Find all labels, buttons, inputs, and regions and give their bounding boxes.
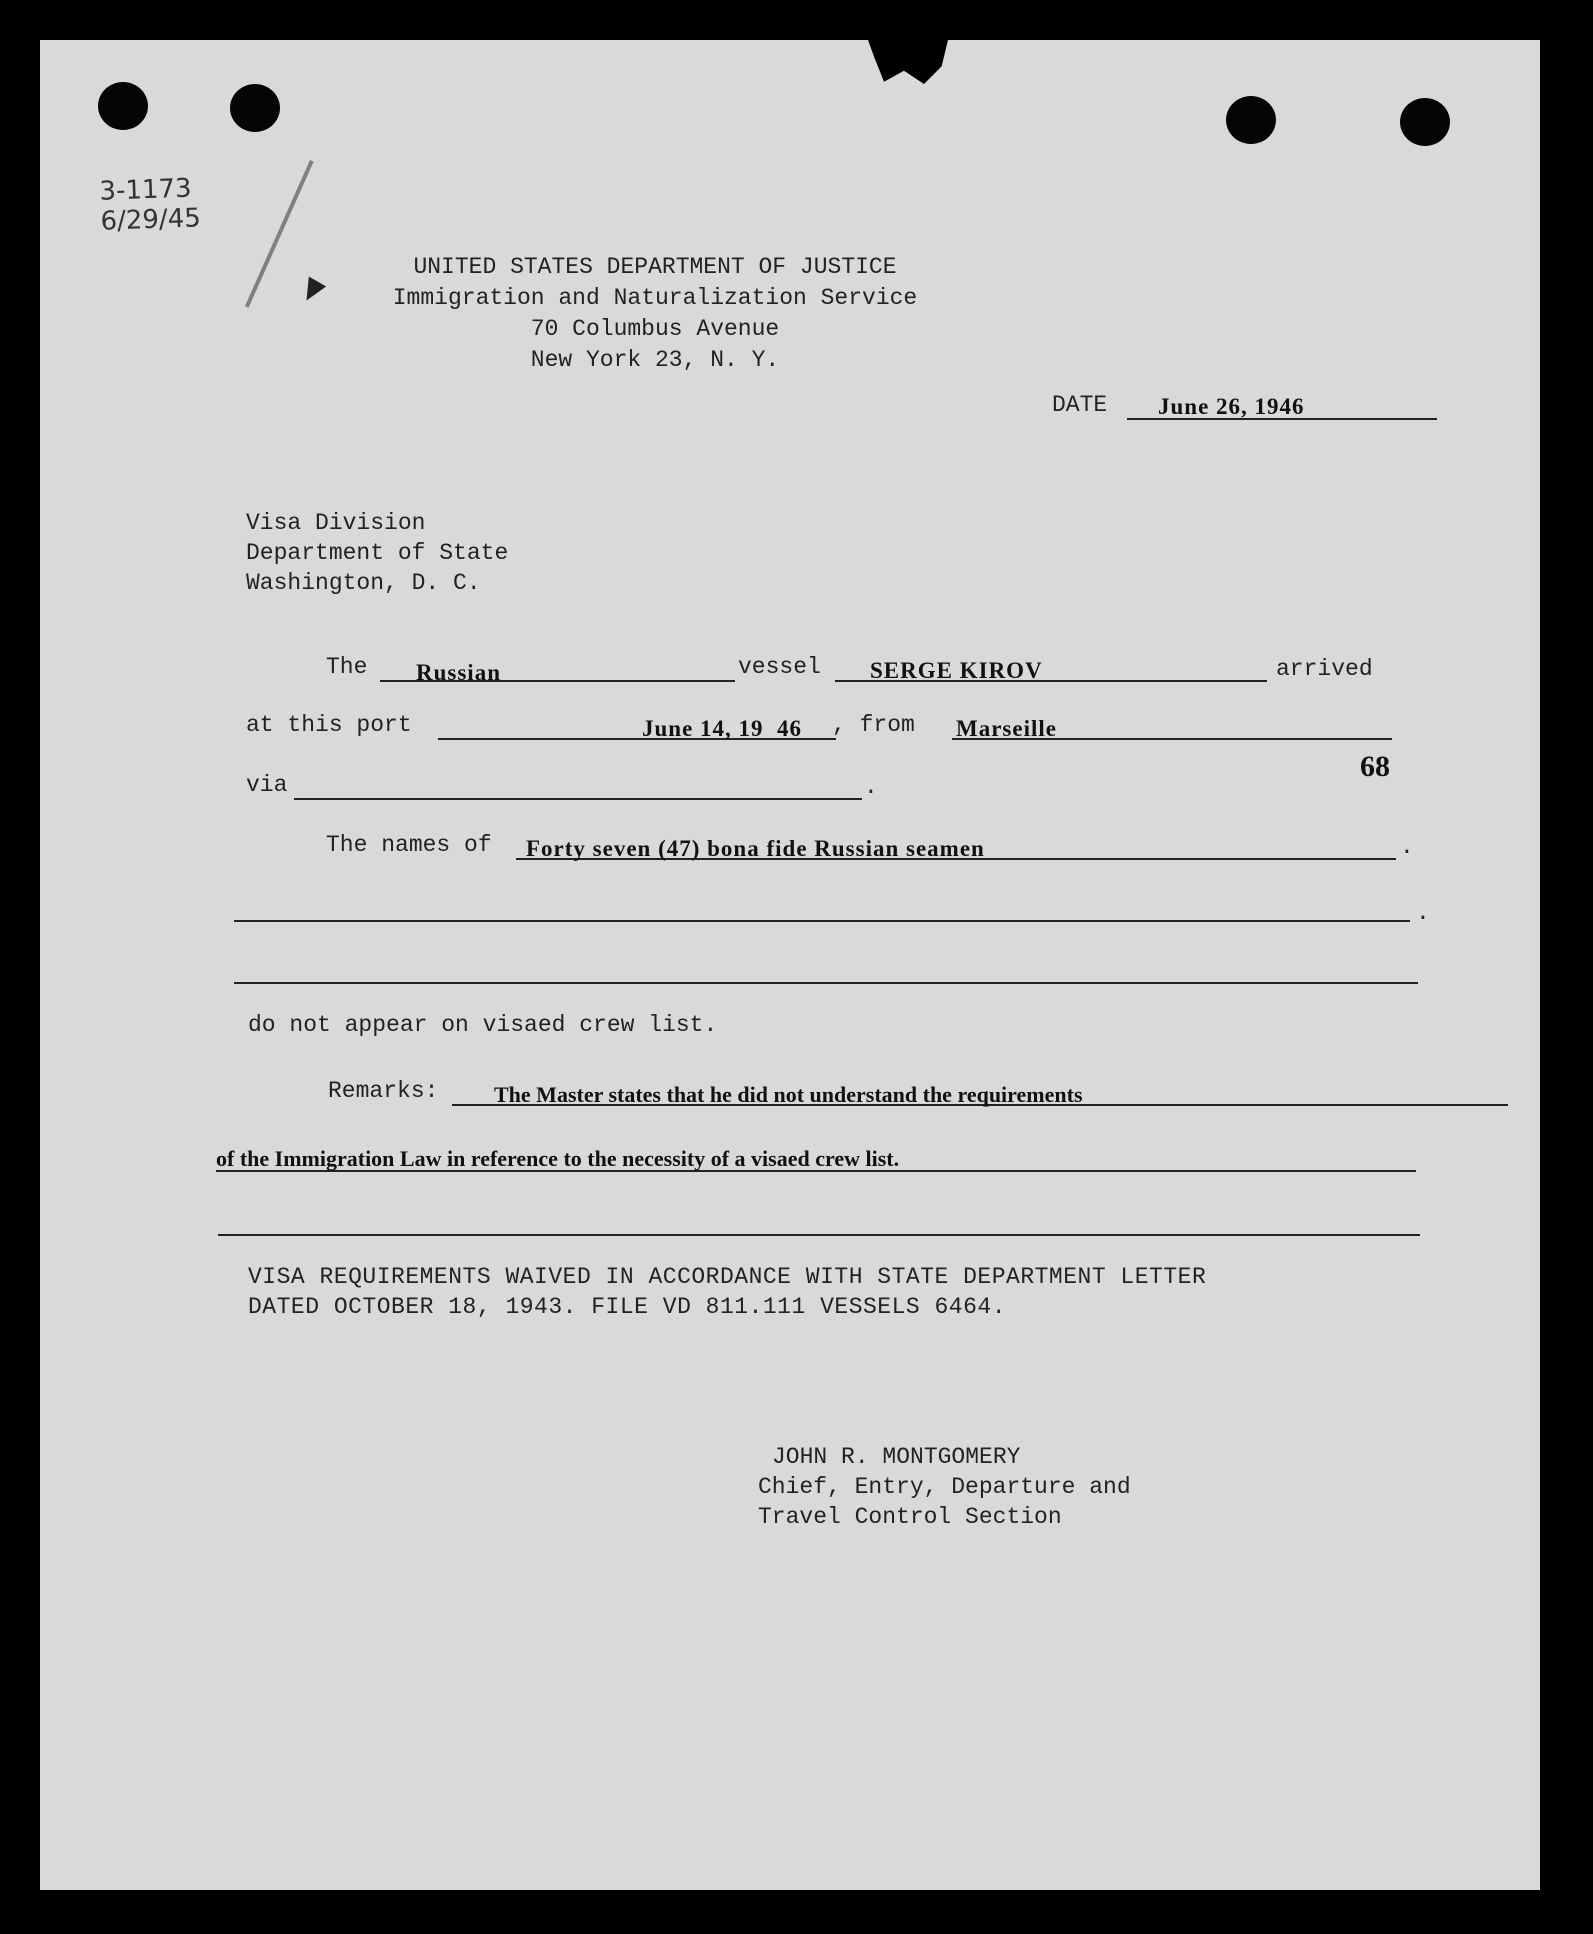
recipient-line: Department of State — [246, 540, 509, 566]
remarks-label: Remarks: — [328, 1078, 439, 1104]
signature-block — [758, 1442, 1131, 1532]
port-label: at this port — [246, 712, 412, 738]
via-label: via — [246, 772, 288, 798]
punch-hole — [230, 84, 280, 132]
vessel-name: SERGE KIROV — [870, 658, 1043, 683]
signer-title: Travel Control Section — [758, 1504, 1062, 1530]
date-value: June 26, 1946 — [1158, 394, 1305, 419]
waiver-line: VISA REQUIREMENTS WAIVED IN ACCORDANCE WITH STATE DEPARTMENT LETTER — [248, 1264, 1207, 1290]
arrival-year: 46 — [777, 716, 802, 741]
waiver-line: DATED OCTOBER 18, 1943. FILE VD 811.111 VESSELS 6464. — [248, 1294, 1007, 1320]
signer-title: Chief, Entry, Departure and — [758, 1474, 1131, 1500]
recipient-address — [246, 508, 508, 598]
the-label: The — [326, 654, 368, 680]
remarks-text: of the Immigration Law in reference to the necessity of a visaed crew list. — [216, 1146, 900, 1171]
signer-name: JOHN R. MONTGOMERY — [772, 1444, 1021, 1470]
punch-hole — [98, 82, 148, 130]
torn-edge — [868, 40, 948, 84]
punch-hole — [1400, 98, 1450, 146]
vessel-label: vessel — [738, 654, 821, 680]
arrived-label: arrived — [1276, 656, 1373, 682]
file-number: 3-1173 — [98, 173, 193, 207]
names-label: The names of — [326, 832, 492, 858]
recipient-line: Visa Division — [246, 510, 426, 536]
waiver-stamp — [248, 1262, 1206, 1322]
handwritten-file-note — [99, 173, 201, 236]
recipient-line: Washington, D. C. — [246, 570, 481, 596]
stamp-number: 68 — [1360, 750, 1390, 783]
from-port: Marseille — [956, 716, 1057, 741]
blank-line — [234, 920, 1410, 922]
via-line — [294, 798, 862, 800]
names-value: Forty seven (47) bona fide Russian seamen — [526, 836, 985, 861]
from-label: , from — [832, 712, 915, 738]
document-page — [40, 40, 1540, 1890]
blank-line — [234, 982, 1418, 984]
remarks-text: The Master states that he did not understand the requirements — [494, 1082, 1083, 1107]
punch-hole — [1226, 96, 1276, 144]
remarks-line — [218, 1234, 1420, 1236]
names-end: . — [1400, 834, 1414, 860]
letterhead-department: UNITED STATES DEPARTMENT OF JUSTICE — [413, 254, 897, 280]
nationality-value: Russian — [416, 660, 501, 685]
letterhead-city: New York 23, N. Y. — [530, 347, 780, 373]
date-label: DATE — [1052, 392, 1108, 418]
arrival-date: June 14, 19 — [642, 716, 764, 741]
appear-statement: do not appear on visaed crew list. — [248, 1012, 718, 1038]
letterhead-street: 70 Columbus Avenue — [530, 316, 780, 342]
via-period: . — [864, 774, 878, 800]
line-dot: . — [1416, 900, 1430, 926]
file-date: 6/29/45 — [100, 203, 202, 237]
letterhead — [40, 252, 1270, 376]
letterhead-service: Immigration and Naturalization Service — [392, 285, 918, 311]
